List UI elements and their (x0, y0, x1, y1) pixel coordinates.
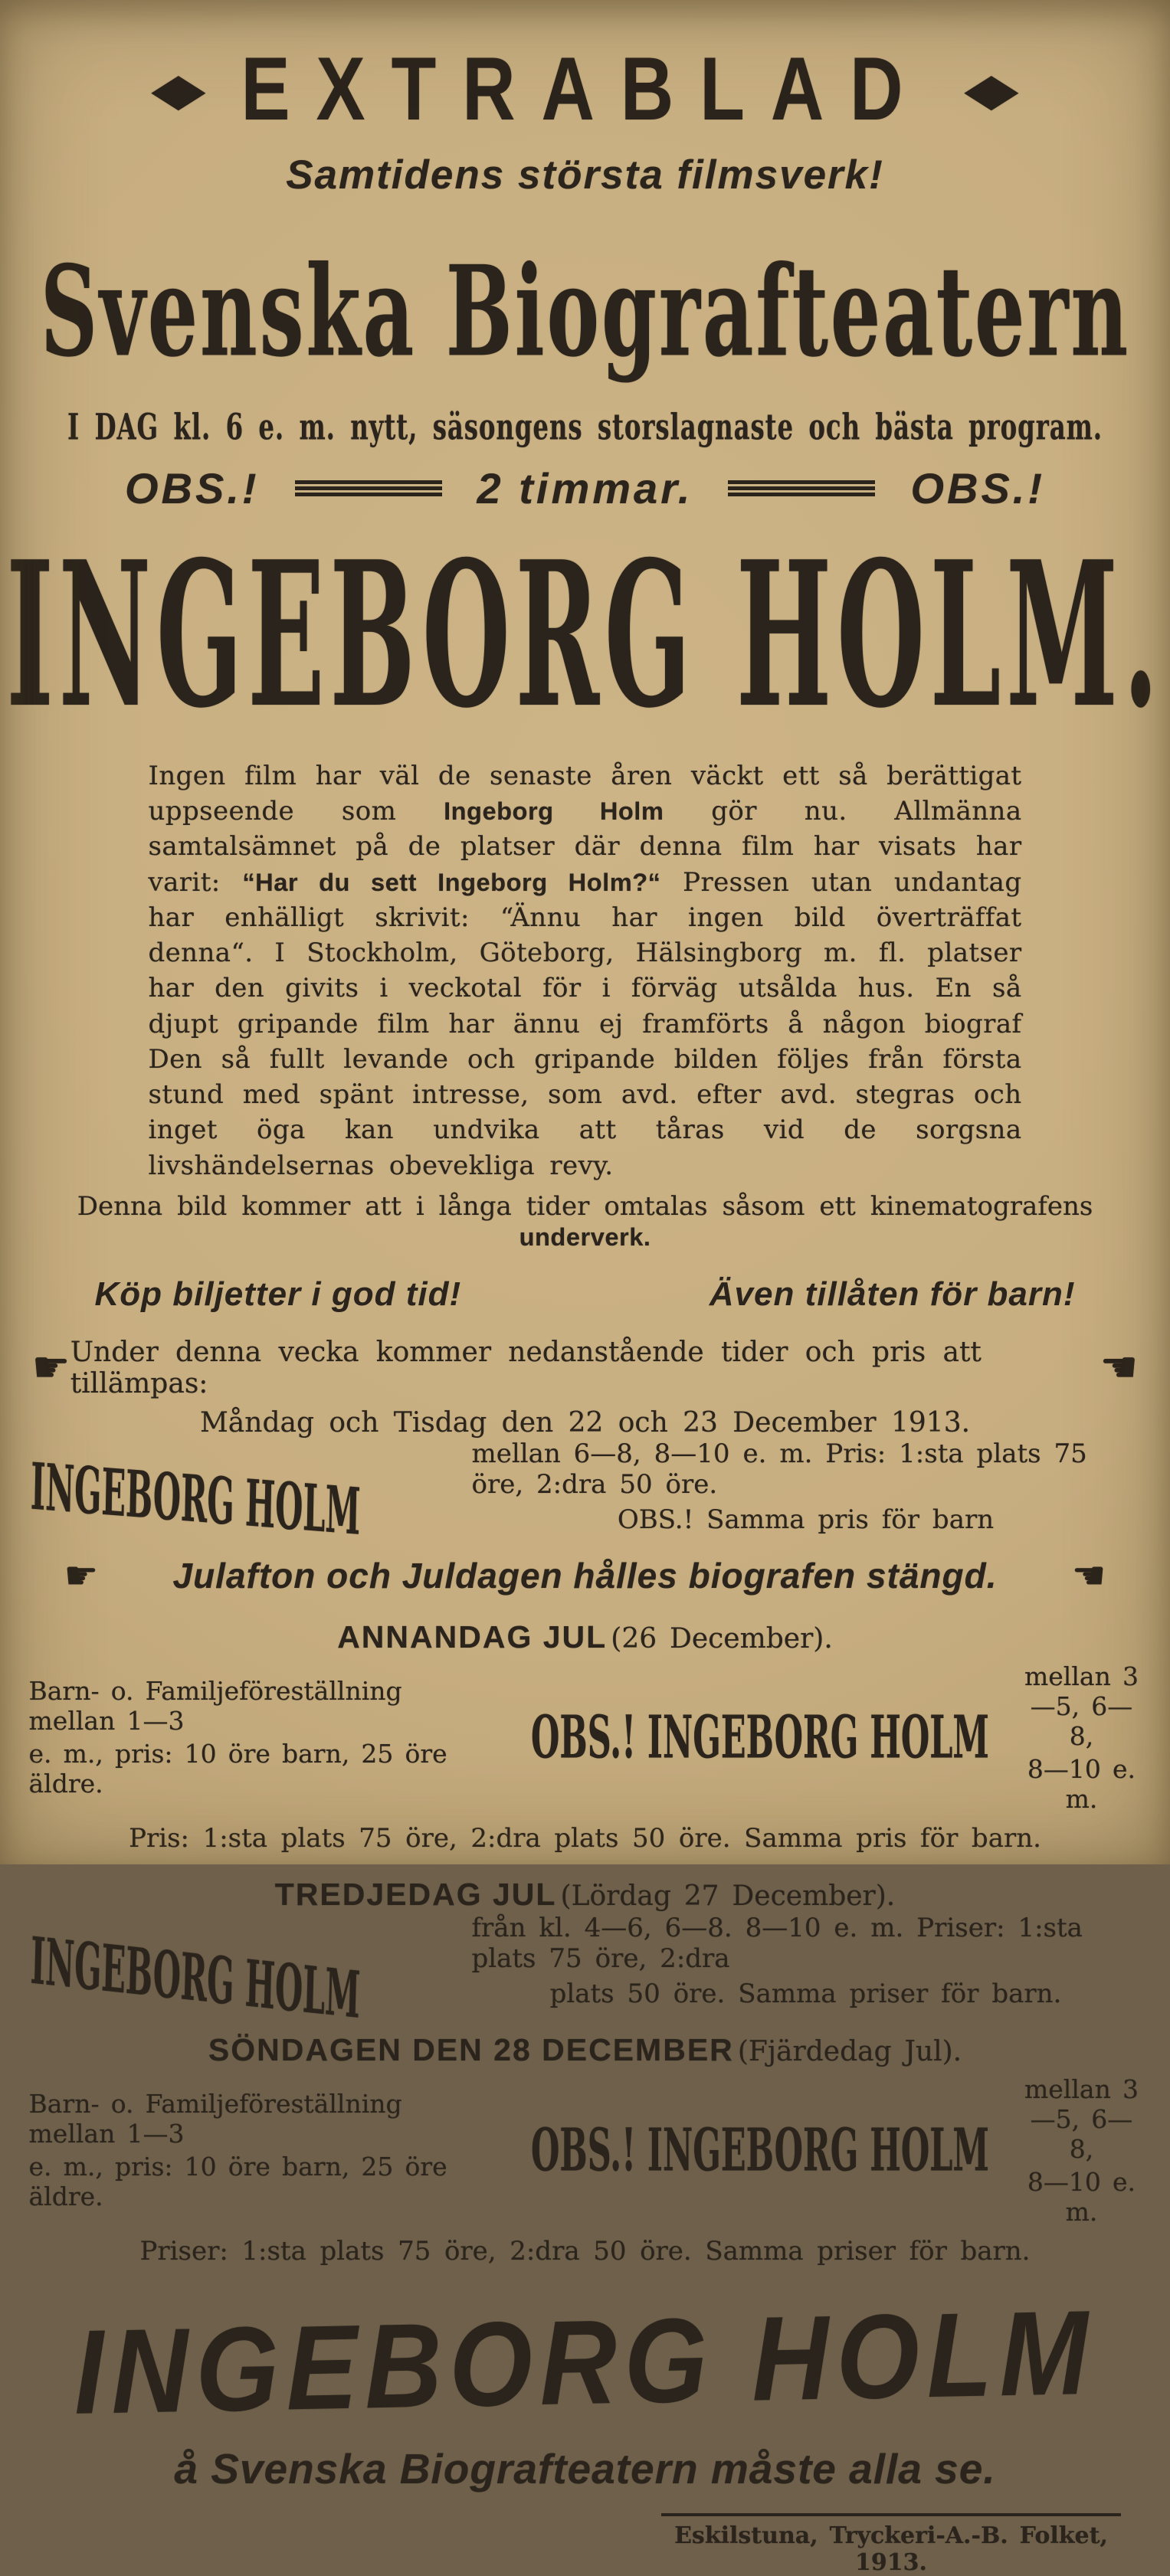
sondag-heading-bold: SÖNDAGEN DEN 28 DECEMBER (208, 2031, 734, 2067)
subtitle: Samtidens största filmsverk! (286, 152, 884, 198)
printer-imprint: Eskilstuna, Tryckeri-A.-B. Folket, 1913. (661, 2513, 1121, 2576)
triple-rule (728, 480, 875, 496)
sondag-right-line2: 8—10 e. m. (1027, 2166, 1136, 2227)
film-title-small: INGEBORG HOLM (29, 1923, 361, 2034)
paragraph-text: gör nu. Allmänna samtalsämnet på de platser där denna film har visats har varit: (148, 796, 1022, 898)
tredjedag-schedule-row (29, 1912, 1140, 2034)
masthead-title: EXTRABLAD (241, 39, 929, 139)
obs-film-title: OBS.! INGEBORG HOLM (530, 2116, 989, 2185)
sondag-right-col (1021, 2074, 1141, 2227)
underverk-line (34, 1191, 1137, 1252)
underverk-bold: underverk. (519, 1222, 651, 1251)
film-title-small: INGEBORG HOLM (29, 1448, 361, 1550)
obs-film-title: OBS.! INGEBORG HOLM (530, 1703, 989, 1772)
pointing-hand-right-icon: ☛ (31, 1342, 70, 1393)
sondag-price-line: Priser: 1:sta plats 75 öre, 2:dra 50 öre. Samma priser för barn. (139, 2235, 1031, 2267)
triple-rule (295, 480, 442, 496)
body-paragraph (149, 758, 1022, 1183)
sondag-left-line2: e. m., pris: 10 öre barn, 25 öre äldre. (28, 2152, 447, 2212)
tickets-row (95, 1275, 1076, 1314)
film-title: INGEBORG HOLM. (6, 516, 1164, 752)
footer-tagline: å Svenska Biografteatern måste alla se. (174, 2444, 996, 2493)
annandag-heading-bold: ANNANDAG JUL (337, 1619, 608, 1655)
footer-film-title: INGEBORG HOLM (73, 2285, 1097, 2440)
tredjedag-schedule-body (471, 1913, 1139, 2009)
paragraph-text: Pressen utan undantag har enhälligt skrivit: “Ännu har ingen bild överträffat denna“. I Stockholm, Göteborg, Hälsingborg m. fl. platser har den givits i veckotal för i förväg utsålda hus. En så djupt gripande film har ännu ej framförts å någon biograf Den så fullt levande och gripande bilden följes från första stund med spänt intresse, som avd. efter avd. stegras och inget öga kan undvika att tåras vid de sorgsna livshändelsernas obevekliga revy. (148, 866, 1022, 1181)
monday-times: mellan 6—8, 8—10 e. m. Pris: 1:sta plats 75 öre, 2:dra 50 öre. (471, 1438, 1087, 1500)
tredjedag-prices: plats 50 öre. Samma priser för barn. (549, 1978, 1062, 2009)
sondag-heading-paren: (Fjärdedag Jul). (737, 2035, 962, 2067)
underverk-pre: Denna bild kommer att i långa tider omtalas såsom ett kinematografens (77, 1190, 1093, 1222)
annandag-schedule-row (29, 1661, 1142, 1814)
annandag-right-line1: mellan 3—5, 6—8, (1024, 1661, 1139, 1751)
annandag-price-line: Pris: 1:sta plats 75 öre, 2:dra plats 50 öre. Samma pris för barn. (129, 1822, 1041, 1854)
sondag-obs-title-wrap (489, 2116, 1022, 2185)
annandag-left-line1: Barn- o. Familjeföreställning mellan 1—3 (28, 1676, 402, 1736)
obs-duration-row (0, 463, 1170, 513)
paragraph-text: Ingen film har väl de senaste åren väckt ett så berättigat uppseende som (148, 761, 1022, 827)
sondag-left-line1: Barn- o. Familjeföreställning mellan 1—3 (28, 2089, 402, 2149)
monday-note: OBS.! Samma pris för barn (617, 1504, 995, 1535)
annandag-heading (0, 1619, 1170, 1655)
annandag-left-line2: e. m., pris: 10 öre barn, 25 öre äldre. (28, 1739, 447, 1799)
sondag-schedule-row (29, 2074, 1142, 2227)
obs-left: OBS.! (124, 464, 260, 512)
week-notice-row (32, 1337, 1139, 1399)
annandag-left-col (29, 1676, 489, 1799)
tredjedag-times: från kl. 4—6, 6—8. 8—10 e. m. Priser: 1:sta plats 75 öre, 2:dra (471, 1912, 1083, 1974)
film-title-row (0, 516, 1170, 752)
sondag-left-col (29, 2089, 489, 2211)
annandag-right-line2: 8—10 e. m. (1027, 1753, 1136, 1814)
week-notice-text: Under denna vecka kommer nedanstående tider och pris att tillämpas: (70, 1336, 982, 1399)
showtime-row (0, 406, 1170, 449)
sondag-heading (0, 2032, 1170, 2068)
pointing-hand-left-icon: ☚ (1100, 1342, 1139, 1393)
obs-right: OBS.! (910, 464, 1046, 512)
monday-schedule-body (471, 1439, 1139, 1535)
pointing-hand-right-icon: ☛ (64, 1553, 99, 1598)
closed-notice-text: Julafton och Juldagen hålles biografen stängd. (172, 1555, 998, 1596)
tredjedag-heading-paren: (Lördag 27 December). (560, 1880, 896, 1912)
annandag-heading-paren: (26 December). (611, 1622, 833, 1655)
monday-date-line: Måndag och Tisdag den 22 och 23 December 1913. (199, 1406, 971, 1439)
duration-text: 2 timmar. (477, 464, 693, 512)
annandag-obs-title-wrap (489, 1703, 1022, 1772)
sondag-right-line1: mellan 3—5, 6—8, (1024, 2074, 1139, 2164)
diamond-icon: ◆ (964, 62, 1020, 116)
buy-tickets-text: Köp biljetter i god tid! (94, 1275, 462, 1313)
theater-name-row (0, 239, 1170, 385)
annandag-right-col (1021, 1661, 1141, 1814)
footer-title-row (0, 2285, 1170, 2440)
tredjedag-heading-bold: TREDJEDAG JUL (274, 1876, 557, 1912)
closed-notice-row (64, 1555, 1106, 1596)
quote-inline: “Har du sett Ingeborg Holm?“ (242, 867, 661, 896)
diamond-icon: ◆ (150, 62, 206, 116)
pointing-hand-left-icon: ☚ (1071, 1553, 1106, 1598)
tredjedag-heading (0, 1877, 1170, 1913)
children-allowed-text: Även tillåten för barn! (709, 1275, 1076, 1313)
monday-schedule-row (29, 1438, 1140, 1550)
showtime-line: I DAG kl. 6 e. m. nytt, säsongens storslagnaste och bästa program. (67, 406, 1103, 449)
film-name-inline: Ingeborg Holm (444, 797, 664, 826)
masthead (0, 0, 1170, 139)
theater-name: Svenska Biografteatern (40, 239, 1130, 385)
